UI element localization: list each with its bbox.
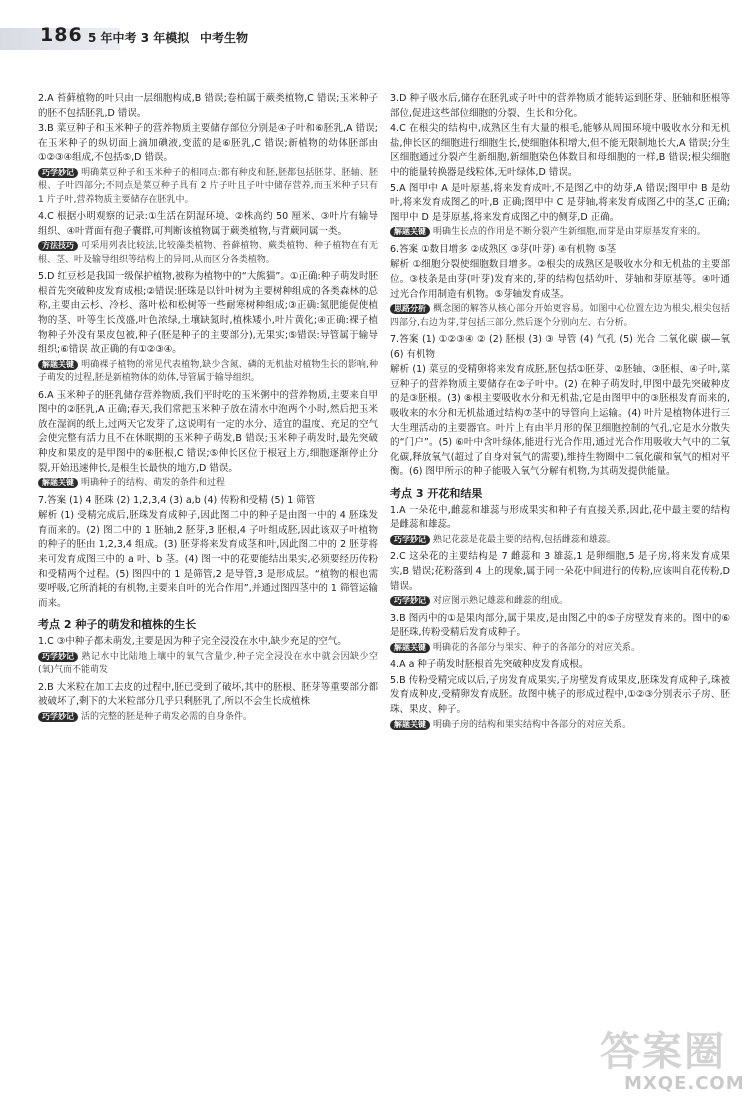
answer-paragraph: 1.C ③中种子都未萌发,主要是因为种子完全浸没在水中,缺少充足的空气。 [38, 636, 347, 648]
series-title: 5 年中考 3 年模拟 [88, 31, 190, 45]
answer-paragraph: 3.D 种子吸水后,储存在胚乳或子叶中的营养物质才能转运到胚芽、胚轴和胚根等部位,促进这些部位细胞的分裂、生长和分化。 [390, 93, 730, 119]
tip-text: 熟记水中比陆地上壤中的氧气含量少,种子完全浸没在水中就会因缺少空(氧)气而不能萌发 [38, 651, 378, 676]
answer-paragraph: 5.B 传粉受精完成以后,子房发育成果实,子房壁发育成果皮,胚珠发育成种子,珠被发育成种皮,受精卵发育成胚。故图中桃子的形成过程中,①②③分别表示子房、胚珠、果皮、种子。 [390, 674, 730, 716]
answer-paragraph: 4.C 在根尖的结构中,成熟区生有大量的根毛,能够从周围环境中吸收水分和无机盐,伸长区的细胞进行细胞生长,使细胞体积增大,但不能无限制地长大,A 错误;分生区细胞通过分裂产生新细胞,新细胞染色体数目和母细胞的一样,B 错误;根尖细胞中的能量转换器是线粒体,无叶绿体,D 错误。 [390, 123, 730, 178]
tip-badge: 思路分析 [390, 304, 430, 314]
section-heading: 考点 3 开花和结果 [390, 486, 483, 500]
tip-badge: 方法技巧 [38, 241, 78, 251]
tip-text: 明确生长点的作用是不断分裂产生新细胞,而芽是由芽原基发育来的。 [433, 227, 706, 238]
tip-text: 概念图的解答从核心部分开始更容易。如图中心位置左边为根尖,根尖包括四部分,右边为芽,芽包括三部分,然后逐个分别向左、右分析。 [390, 304, 730, 328]
answer-paragraph: 5.A 图甲中 A 是叶原基,将来发育成叶,不是图乙中的幼芽,A 错误;图甲中 B 是幼叶,将来发育成图乙的叶,B 正确;图甲中 C 是芽轴,将来发育成图乙中的茎,C 正确;图甲中 D 是芽原基,将来发育成图乙中的侧芽,D 正确。 [390, 182, 730, 223]
right-column [390, 92, 730, 735]
answer-paragraph: 1.A 一朵花中,雌蕊和雄蕊与形成果实和种子有直接关系,因此,花中最主要的结构是雌蕊和雄蕊。 [390, 504, 730, 531]
tip-badge: 解题关键 [390, 227, 430, 237]
tip-badge: 巧学妙记 [390, 596, 430, 606]
watermark-url: MXQE.COM [624, 1073, 745, 1094]
watermark-text: 答案圈 [600, 1029, 726, 1075]
page-header [0, 0, 750, 64]
tip-badge: 巧学妙记 [38, 652, 78, 662]
tip-block [390, 642, 730, 655]
tip-badge: 巧学妙记 [38, 168, 78, 178]
answer-paragraph: 解析 (1) 菜豆的受精卵将来发育成胚,胚包括①胚芽、②胚轴、③胚根、④子叶,菜豆种子的营养物质主要储存在②子叶中。(2) 在种子萌发时,甲图中最先突破种皮的是③胚根。(3) ⑧根主要吸收水分和无机盐,它是由图甲中的③胚根发育而来的,吸收来的水分和无机盐通过结构⑦茎中的导管向上运输。(4) 叶片是植物体进行三大生理活动的主要器官。叶片上有由半月形的保卫细胞控制的气孔,它是水分散失的“门户”。(5) ⑥叶中含叶绿体,能进行光合作用,通过光合作用吸收大气中的二氧化碳,释放氧气(超过了自身对氧气的需要),维持生物圈中二氧化碳和氧气的相对平衡。(6) 图甲所示的种子能吸入氧气分解有机物,为其萌发提供能量。 [390, 364, 730, 478]
tip-block [38, 711, 378, 724]
answer-paragraph: 6.答案 ①数目增多 ②成熟区 ③芽(叶芽) ④有机物 ⑤茎 [390, 243, 617, 255]
tip-text: 明确菜豆种子和玉米种子的相同点:都有种皮和胚,胚都包括胚芽、胚轴、胚根、子叶四部分;不同点是菜豆种子具有 2 片子叶且子叶中储存营养,而玉米种子只有 1 片子叶,营养物质主要储存在胚乳中。 [38, 167, 378, 205]
tip-badge: 巧学妙记 [38, 712, 78, 722]
tip-block [390, 595, 730, 608]
answer-paragraph: 7.答案 (1) ①②③④ ② (2) 胚根 (3) ③ 导管 (4) 气孔 (5) 光合 二氧化碳 碳—氧 (6) 有机物 [390, 333, 730, 360]
answer-paragraph: 6.A 玉米种子的胚乳储存营养物质,我们平时吃的玉米粥中的营养物质,主要来自甲图中的②胚乳,A 正确;春天,我们常把玉米种子放在清水中泡两个小时,然后把玉米放在湿润的纸上,过两天它发芽了,这说明有一定的水分、适宜的温度、充足的空气会使完整有活力且不在休眠期的玉米种子萌发,B 错误;玉米种子萌发时,最先突破种皮和果皮的是甲图中的⑥胚根,C 错误;⑤伸长区位于根冠上方,细胞逐渐停止分裂,开始迅速伸长,是根生长最快的地方,D 错误。 [38, 389, 378, 474]
tip-text: 熟记花蕊是花最主要的结构,包括雌蕊和雄蕊。 [433, 535, 616, 546]
tip-block [390, 226, 730, 239]
answer-paragraph: 2.B 大米粒在加工去皮的过程中,胚已受到了破坏,其中的胚根、胚芽等重要部分都被破坏了,剩下的大米粒部分几乎只剩胚乳了,所以不会生长成植株 [38, 681, 378, 708]
tip-block [38, 477, 378, 490]
tip-text: 活的完整的胚是种子萌发必需的自身条件。 [81, 711, 253, 722]
left-column [38, 92, 378, 727]
answer-paragraph: 3.B 图丙中的①是果肉部分,属于果皮,是由图乙中的⑤子房壁发育来的。图中的⑥是胚珠,传粉受精后发育成种子。 [390, 612, 730, 639]
section-heading: 考点 2 种子的萌发和植株的生长 [38, 618, 197, 632]
tip-block [390, 534, 730, 547]
tip-block [38, 359, 378, 386]
page-number: 186 [40, 24, 83, 46]
tip-badge: 解题关键 [38, 360, 78, 370]
tip-text: 明确子房的结构和果实结构中各部分的对应关系。 [433, 719, 632, 730]
tip-text: 明确种子的结构、萌发的条件和过程 [81, 478, 226, 489]
answer-paragraph: 4.A a 种子萌发时胚根首先突破种皮发育成根。 [390, 659, 589, 671]
tip-text: 对应图示熟记雄蕊和雌蕊的组成。 [433, 596, 569, 607]
answer-paragraph: 7.答案 (1) 4 胚珠 (2) 1,2,3,4 (3) a,b (4) 传粉和受精 (5) 1 筛管 [38, 494, 316, 506]
tip-badge: 解题关键 [390, 643, 430, 653]
tip-text: 可采用列表比较法,比较藻类植物、苔藓植物、蕨类植物、种子植物在有无根、茎、叶及输导组织等结构上的异同,从而区分各类植物。 [38, 241, 378, 265]
answer-paragraph: 5.D 红豆杉是我国一级保护植物,被称为植物中的“大熊猫”。①正确:种子萌发时胚根首先突破种皮发育成根;②错误:胚珠是以针叶树为主要树种组成的各类森林的总称,主要由云杉、冷杉、落叶松和松树等一些耐寒树种组成;③正确:氮肥能促使植物的茎、叶等生长茂盛,叶色浓绿,土壤缺氮时,植株矮小,叶片黄化;④正确:裸子植物种子外没有果皮包被,种子(胚是种子的主要部分),无果实;⑤错误:导管属于输导组织;⑥错误 故正确的有①②③④。 [38, 271, 378, 356]
answer-paragraph: 4.C 根据小明观察的记录:①生活在阴湿环境、②株高约 50 厘米、③叶片有输导组织、④叶背面有孢子囊群,可判断该植物属于蕨类植物,与背蕨同属一类。 [38, 211, 378, 237]
answer-paragraph: 3.B 菜豆种子和玉米种子的营养物质主要储存部位分别是④子叶和⑥胚乳,A 错误;在玉米种子的纵切面上滴加碘液,变蓝的是⑥胚乳,C 错误;新植物的幼体胚部由①②③④组成,不包括⑤,D 错误。 [38, 123, 378, 164]
answer-paragraph: 解析 (1) 受精完成后,胚珠发育成种子,因此图二中的种子是由图一中的 4 胚珠发育而来的。(2) 图二中的 1 胚轴,2 胚芽,3 胚根,4 子叶组成胚,因此该双子叶植物的种子的胚由 1,2,3,4 组成。(3) 胚芽将来发育成茎和叶,因此图二中的 2 胚芽将来可发育成图三中的 a 叶、b 茎。(4) 图一中的花要能结出果实,必须要经历传粉和受精两个过程。(5) 图四中的 1 是筛管,2 是导管,3 是形成层。“植物的根也需要呼吸,它所消耗的有机物,主要来自叶的光合作用”,并通过图四茎中的 1 筛管运输而来。 [38, 510, 378, 609]
answer-paragraph: 2.A 苔藓植物的叶只由一层细胞构成,B 错误;卷柏属于蕨类植物,C 错误;玉米种子的胚不包括胚乳,D 错误。 [38, 93, 378, 119]
tip-text: 明确裸子植物的常见代表植物,缺少含氮、磷的无机盐对植物生长的影响,种子萌发的过程,胚是新植物体的幼体,导管属于输导组织。 [38, 359, 378, 384]
watermark-logo [600, 1029, 745, 1096]
tip-text: 明确花的各部分与果实、种子的各部分的对应关系。 [433, 642, 641, 653]
tip-badge: 解题关键 [390, 720, 430, 730]
tip-block [38, 240, 378, 267]
answer-paragraph: 2.C 这朵花的主要结构是 7 雌蕊和 3 雄蕊,1 是卵细胞,5 是子房,将来发育成果实,B 错误;花粉落到 4 上的现象,属于同一朵花中间进行的传粉,应该叫自花传粉,D 错误。 [390, 551, 730, 592]
subject-title: 中考生物 [200, 31, 249, 45]
tip-badge: 解题关键 [38, 478, 78, 488]
tip-block [38, 167, 378, 207]
tip-block [38, 651, 378, 678]
answer-paragraph: 解析 ①细胞分裂使细胞数目增多。②根尖的成熟区是吸收水分和无机盐的主要部位。③枝条是由芽(叶芽)发育来的,芽的结构包括幼叶、芽轴和芽原基等。④叶通过光合作用制造有机物。⑤芽轴发育成茎。 [390, 259, 730, 300]
tip-badge: 巧学妙记 [390, 535, 430, 545]
tip-block [390, 719, 730, 732]
tip-block [390, 303, 730, 330]
